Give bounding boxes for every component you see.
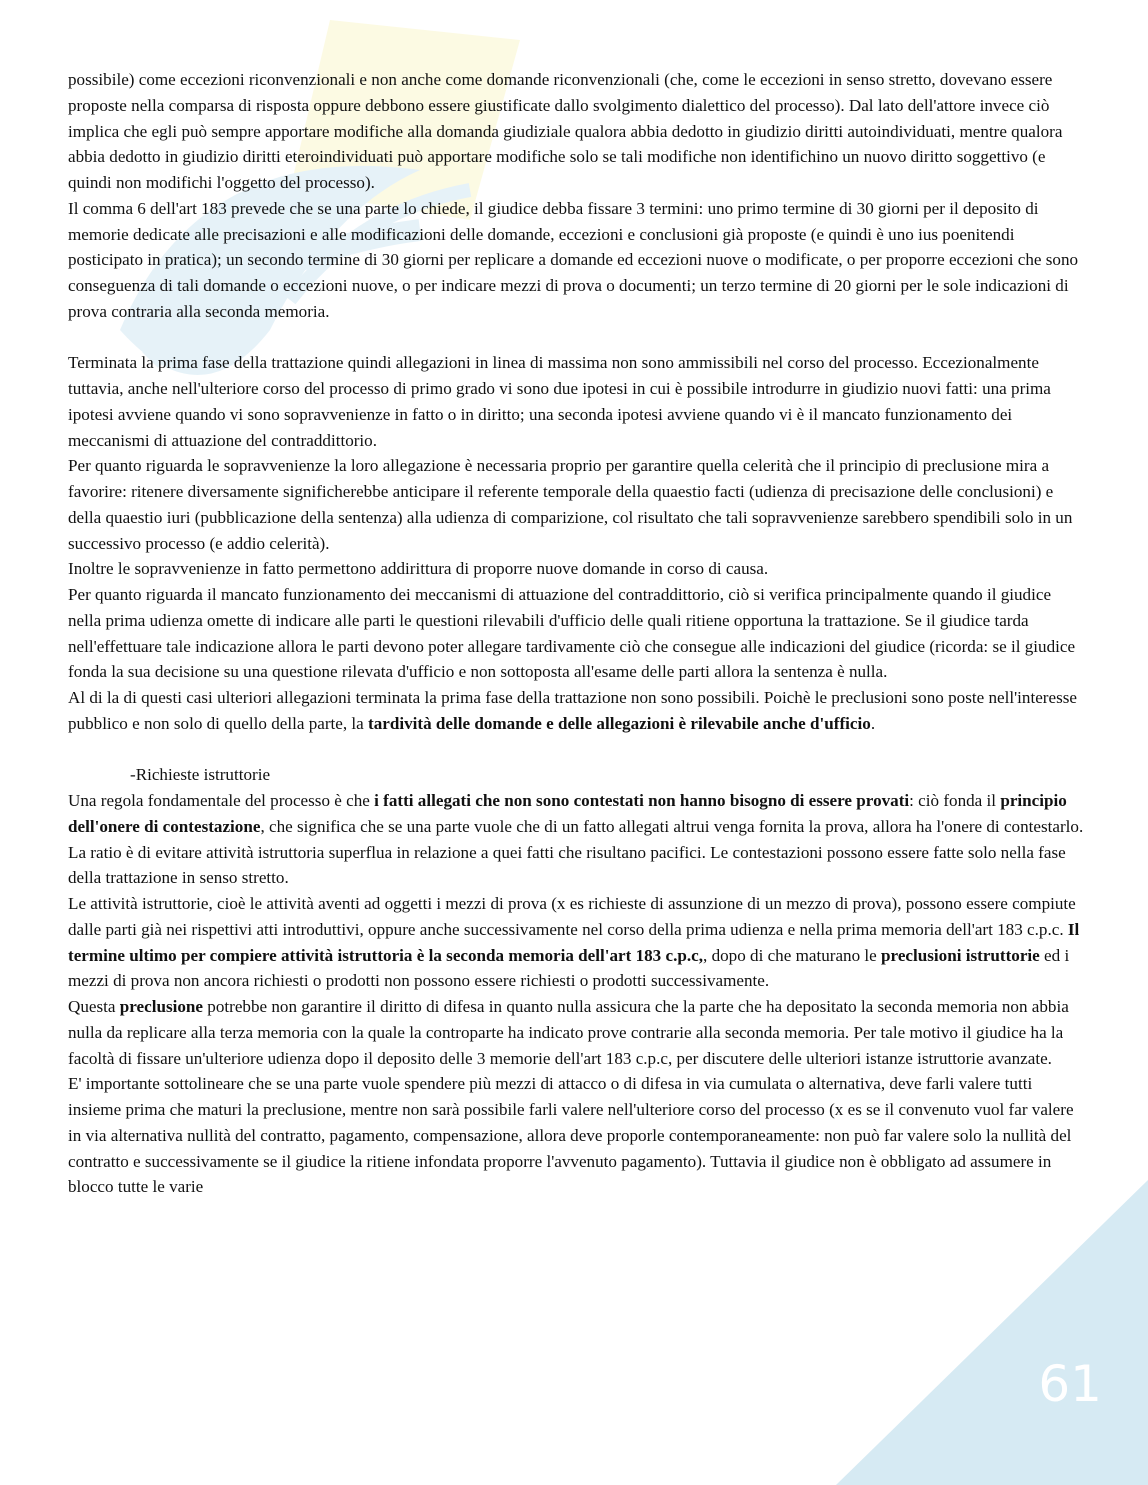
text-run: Una regola fondamentale del processo è che xyxy=(68,791,375,810)
paragraph: E' importante sottolineare che se una parte vuole spendere più mezzi di attacco o di difesa in via cumulata o alternativa, deve farli valere tutti insieme prima che maturi la preclusione, mentre non sarà possibile farli valere nell'ulteriore corso del processo (x es se il convenuto vuol far valere in via alternativa nullità del contratto, pagamento, compensazione, allora deve proporle contemporaneamente: non può far valere solo la nullità del contratto e successivamente se il giudice la ritiene infondata proporre l'avvenuto pagamento). Tuttavia il giudice non è obbligato ad assumere in blocco tutte le varie xyxy=(68,1074,1074,1197)
paragraph: Per quanto riguarda il mancato funzionamento dei meccanismi di attuazione del contraddittorio, ciò si verifica principalmente quando il giudice nella prima udienza omette di indicare alle parti le questioni rilevabili d'ufficio delle quali ritiene opportuna la trattazione. Se il giudice tarda nell'effettuare tale indicazione allora le parti devono poter allegare tardivamente ciò che consegue alle indicazioni del giudice (ricorda: se il giudice fonda la sua decisione su una questione rilevata d'ufficio e non sottoposta all'esame delle parti allora la sentenza è nulla. xyxy=(68,585,1076,682)
paragraph: Il comma 6 dell'art 183 prevede che se una parte lo chiede, il giudice debba fissare 3 termini: uno primo termine di 30 giorni per il deposito di memorie dedicate alle precisazioni e alle modificazioni delle domande, eccezioni e conclusioni già proposte (e quindi è uno ius poenitendi posticipato in pratica); un secondo termine di 30 giorni per replicare a domande ed eccezioni nuove o modificate, o per proporre eccezioni che sono conseguenza di tali domande o eccezioni nuove, o per indicare mezzi di prova o documenti; un terzo termine di 20 giorni per le sole indicazioni di prova contraria alla seconda memoria. xyxy=(68,198,1079,321)
page-number: 61 xyxy=(1038,1355,1102,1413)
text-run: ed i mezzi di prova non ancora richiesti o prodotti non possono essere richiesti o prodotti successivamente. xyxy=(68,945,1070,991)
paragraph: Inoltre le sopravvenienze in fatto permettono addirittura di proporre nuove domande in corso di causa. xyxy=(68,559,769,579)
paragraph: Terminata la prima fase della trattazione quindi allegazioni in linea di massima non sono ammissibili nel corso del processo. Eccezionalmente tuttavia, anche nell'ulteriore corso del processo di primo grado vi sono due ipotesi in cui è possibile introdurre in giudizio nuovi fatti: una prima ipotesi avviene quando vi sono sopravvenienze in fatto o in diritto; una seconda ipotesi avviene quando vi è il mancato funzionamento dei meccanismi di attuazione del contraddittorio. xyxy=(68,353,1051,450)
paragraph xyxy=(68,994,1084,1071)
bold-text: i fatti allegati che non sono contestati non hanno bisogno di essere provati xyxy=(374,791,910,810)
bold-text: Il termine ultimo per compiere attività istruttoria è la seconda memoria dell'art 183 c.p.c, xyxy=(68,919,1080,965)
paragraph xyxy=(68,788,1084,891)
bold-text: preclusione xyxy=(119,997,204,1016)
text-run: Questa xyxy=(68,997,120,1016)
text-run: Al di la di questi casi ulteriori allegazioni terminata la prima fase della trattazione non sono possibili. Poichè le preclusioni sono poste nell'interesse pubblico e non solo di quello della parte, la xyxy=(68,688,1077,733)
paragraph: possibile) come eccezioni riconvenzionali e non anche come domande riconvenzionali (che, come le eccezioni in senso stretto, dovevano essere proposte nella comparsa di risposta oppure debbono essere giustificate dallo svolgimento dialettico del processo). Dal lato dell'attore invece ciò implica che egli può sempre apportare modifiche alla domanda giudiziale qualora abbia dedotto in giudizio diritti autoindividuati, mentre qualora abbia dedotto in giudizio diritti eteroindividuati può apportare modifiche solo se tali modifiche non identifichino un nuovo diritto soggettivo (e quindi non modifichi l'oggetto del processo). xyxy=(68,70,1063,192)
paragraph xyxy=(68,685,1084,737)
paragraph-gap xyxy=(68,737,1084,763)
paragraph xyxy=(68,891,1084,994)
text-run: potrebbe non garantire il diritto di difesa in quanto nulla assicura che la parte che ha depositato la seconda memoria non abbia nulla da replicare alla terza memoria con la quale la controparte ha indicato prove contrarie alla seconda memoria. Per tale motivo il giudice ha la facoltà di fissare un'ulteriore udienza dopo il deposito delle 3 memorie dell'art 183 c.p.c, per discutere delle ulteriori istanze istruttorie avanzate. xyxy=(68,997,1069,1068)
bold-text: preclusioni istruttorie xyxy=(881,945,1040,965)
section-heading: -Richieste istruttorie xyxy=(130,765,271,785)
text-run: . xyxy=(870,713,876,733)
text-run: Le attività istruttorie, cioè le attività aventi ad oggetti i mezzi di prova (x es richieste di assunzione di un mezzo di prova), possono essere compiute dalle parti già nei rispettivi atti introduttivi, oppure anche successivamente nel corso della prima udienza e nella prima memoria dell'art 183 c.p.c. xyxy=(68,894,1076,939)
paragraph-gap xyxy=(68,325,1084,351)
bold-text: tardività delle domande e delle allegazioni è rilevabile anche d'ufficio xyxy=(368,713,871,733)
text-run: , dopo di che maturano le xyxy=(703,945,882,965)
document-body xyxy=(68,67,1084,1200)
text-run: , che significa che se una parte vuole che di un fatto allegati altrui venga fornita la prova, allora ha l'onere di contestarlo. La ratio è di evitare attività istruttoria superflua in relazione a quei fatti che risultano pacifici. Le contestazioni possono essere fatte solo nella fase della trattazione in senso stretto. xyxy=(68,816,1084,888)
paragraph: Per quanto riguarda le sopravvenienze la loro allegazione è necessaria proprio per garantire quella celerità che il principio di preclusione mira a favorire: ritenere diversamente significherebbe anticipare il referente temporale della quaestio facti (udienza di precisazione delle conclusioni) e della quaestio iuri (pubblicazione della sentenza) alla udienza di comparizione, col risultato che tali sopravvenienze sarebbero spendibili solo in un successivo processo (e addio celerità). xyxy=(68,456,1073,553)
bold-text: principio dell'onere di contestazione xyxy=(68,791,1067,836)
text-run: : ciò fonda il xyxy=(909,791,1001,810)
